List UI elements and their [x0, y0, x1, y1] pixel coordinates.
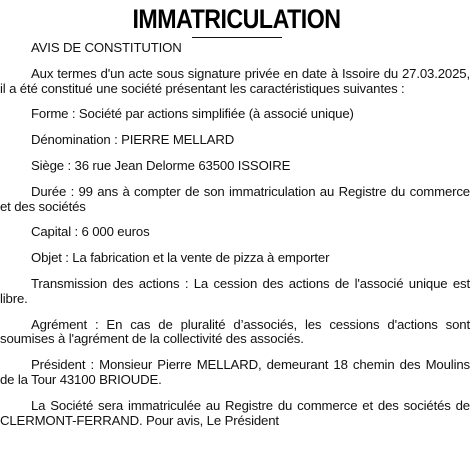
- notice-intro: Aux termes d'un acte sous signature privée en date à Issoire du 27.03.2025, il a été constitué une société présentant les caractéristiques suivantes :: [0, 65, 470, 96]
- president: Président : Monsieur Pierre MELLARD, demeurant 18 chemin des Moulins de la Tour 43100 BRIOUDE.: [0, 357, 470, 387]
- company-seat: Siège : 36 rue Jean Delorme 63500 ISSOIRE: [31, 157, 291, 173]
- notice-title: IMMATRICULATION: [132, 4, 341, 34]
- notice-heading: AVIS DE CONSTITUTION: [31, 40, 182, 55]
- company-duration: Durée : 99 ans à compter de son immatriculation au Registre du commerce et des sociétés: [0, 183, 470, 214]
- approval-clause: Agrément : En cas de pluralité d’associés, les cessions d'actions sont soumises à l'agrément de la collectivité des associés.: [0, 316, 470, 347]
- company-name: Dénomination : PIERRE MELLARD: [31, 132, 235, 148]
- registration-closing: La Société sera immatriculée au Registre du commerce et des sociétés de CLERMONT-FERRAND. Pour avis, Le Président: [0, 397, 470, 428]
- company-purpose: Objet : La fabrication et la vente de pizza à emporter: [31, 250, 330, 266]
- share-transfer: Transmission des actions : La cession des actions de l'associé unique est libre.: [0, 275, 470, 306]
- company-capital: Capital : 6 000 euros: [31, 224, 150, 240]
- company-form: Forme : Société par actions simplifiée (à associé unique): [31, 106, 354, 122]
- title-underline: [192, 37, 282, 38]
- notice-body: [0, 41, 470, 439]
